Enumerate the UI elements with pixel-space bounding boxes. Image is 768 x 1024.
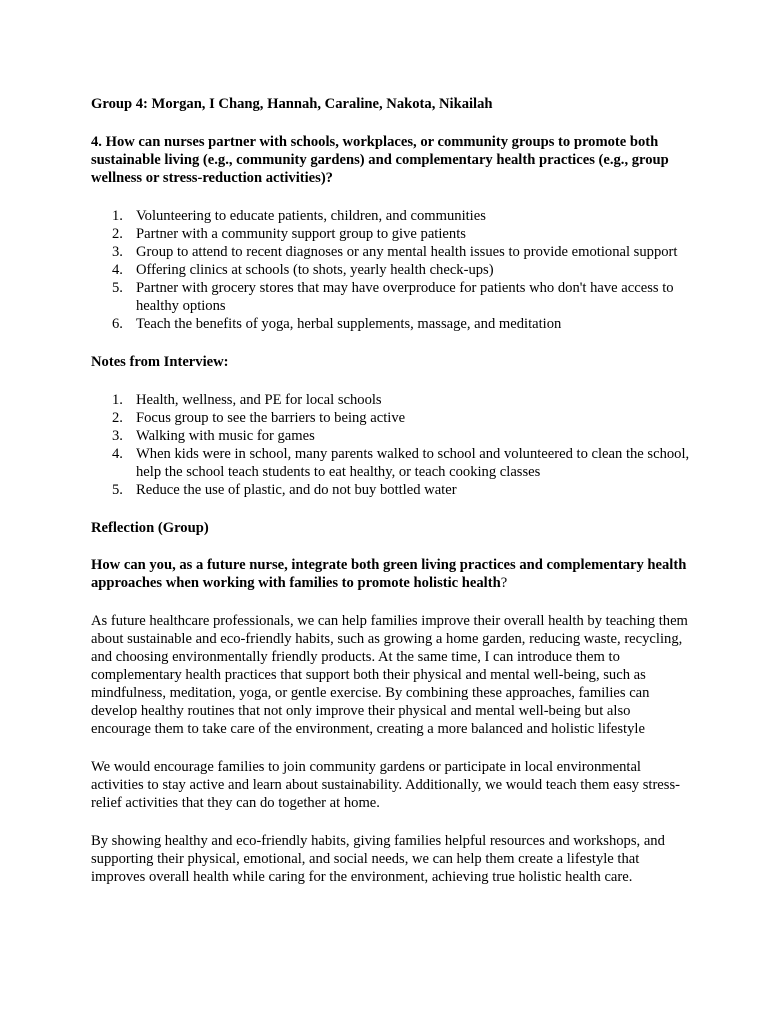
list-item-text: Offering clinics at schools (to shots, yearly health check-ups) xyxy=(136,262,494,278)
reflection-question xyxy=(91,556,691,592)
list-item xyxy=(91,225,691,243)
list-item-text: Group to attend to recent diagnoses or any mental health issues to provide emotional support xyxy=(136,244,678,260)
list-number: 5. xyxy=(112,482,123,498)
list-number: 4. xyxy=(112,446,123,462)
list-item xyxy=(91,445,691,481)
list-item-text: Partner with grocery stores that may have overproduce for patients who don't have access to healthy options xyxy=(136,280,674,314)
document-page xyxy=(91,95,691,906)
list-item xyxy=(91,261,691,279)
list-number: 5. xyxy=(112,280,123,296)
answers-list xyxy=(91,207,691,333)
list-number: 4. xyxy=(112,262,123,278)
body-paragraph: As future healthcare professionals, we can help families improve their overall health by teaching them about sustainable and eco-friendly habits, such as growing a home garden, reducing waste, recycling, and choosing environmentally friendly products. At the same time, I can introduce them to complementary health practices that support both their physical and mental well-being, such as mindfulness, meditation, yoga, or gentle exercise. By combining these approaches, families can develop healthy routines that not only improve their physical and mental well-being but also encourage them to take care of the environment, creating a more balanced and holistic lifestyle xyxy=(91,613,688,737)
reflection-question-text: How can you, as a future nurse, integrate both green living practices and complementary health approaches when working with families to promote holistic health xyxy=(91,557,687,591)
group-title: Group 4: Morgan, I Chang, Hannah, Caraline, Nakota, Nikailah xyxy=(91,96,493,112)
list-item-text: Teach the benefits of yoga, herbal supplements, massage, and meditation xyxy=(136,316,562,332)
list-item-text: Volunteering to educate patients, children, and communities xyxy=(136,208,486,224)
notes-list xyxy=(91,391,691,499)
list-item-text: Reduce the use of plastic, and do not buy bottled water xyxy=(136,482,457,498)
list-item-text: Partner with a community support group to give patients xyxy=(136,226,466,242)
list-number: 3. xyxy=(112,428,123,444)
list-item-text: When kids were in school, many parents walked to school and volunteered to clean the school, help the school teach students to eat healthy, or teach cooking classes xyxy=(136,446,690,480)
body-paragraph: We would encourage families to join community gardens or participate in local environmental activities to stay active and learn about sustainability. Additionally, we would teach them easy stress-relief activities that they can do together at home. xyxy=(91,759,681,811)
list-item xyxy=(91,427,691,445)
list-number: 2. xyxy=(112,226,123,242)
list-number: 1. xyxy=(112,208,123,224)
list-number: 2. xyxy=(112,410,123,426)
list-number: 6. xyxy=(112,316,123,332)
list-item xyxy=(91,391,691,409)
question-heading: 4. How can nurses partner with schools, workplaces, or community groups to promote both sustainable living (e.g., community gardens) and complementary health practices (e.g., group wellness or stress-reduction activities)? xyxy=(91,134,669,186)
list-item-text: Walking with music for games xyxy=(136,428,315,444)
notes-heading: Notes from Interview: xyxy=(91,354,229,370)
list-item xyxy=(91,481,691,499)
list-item xyxy=(91,279,691,315)
list-item-text: Health, wellness, and PE for local schools xyxy=(136,392,382,408)
list-item-text: Focus group to see the barriers to being active xyxy=(136,410,406,426)
list-item xyxy=(91,409,691,427)
list-item xyxy=(91,315,691,333)
list-item xyxy=(91,243,691,261)
reflection-heading: Reflection (Group) xyxy=(91,520,209,536)
list-number: 1. xyxy=(112,392,123,408)
body-paragraph: By showing healthy and eco-friendly habits, giving families helpful resources and workshops, and supporting their physical, emotional, and social needs, we can help them create a lifestyle that improves overall health while caring for the environment, achieving true holistic health care. xyxy=(91,833,665,885)
list-number: 3. xyxy=(112,244,123,260)
list-item xyxy=(91,207,691,225)
reflection-question-mark: ? xyxy=(500,575,508,591)
